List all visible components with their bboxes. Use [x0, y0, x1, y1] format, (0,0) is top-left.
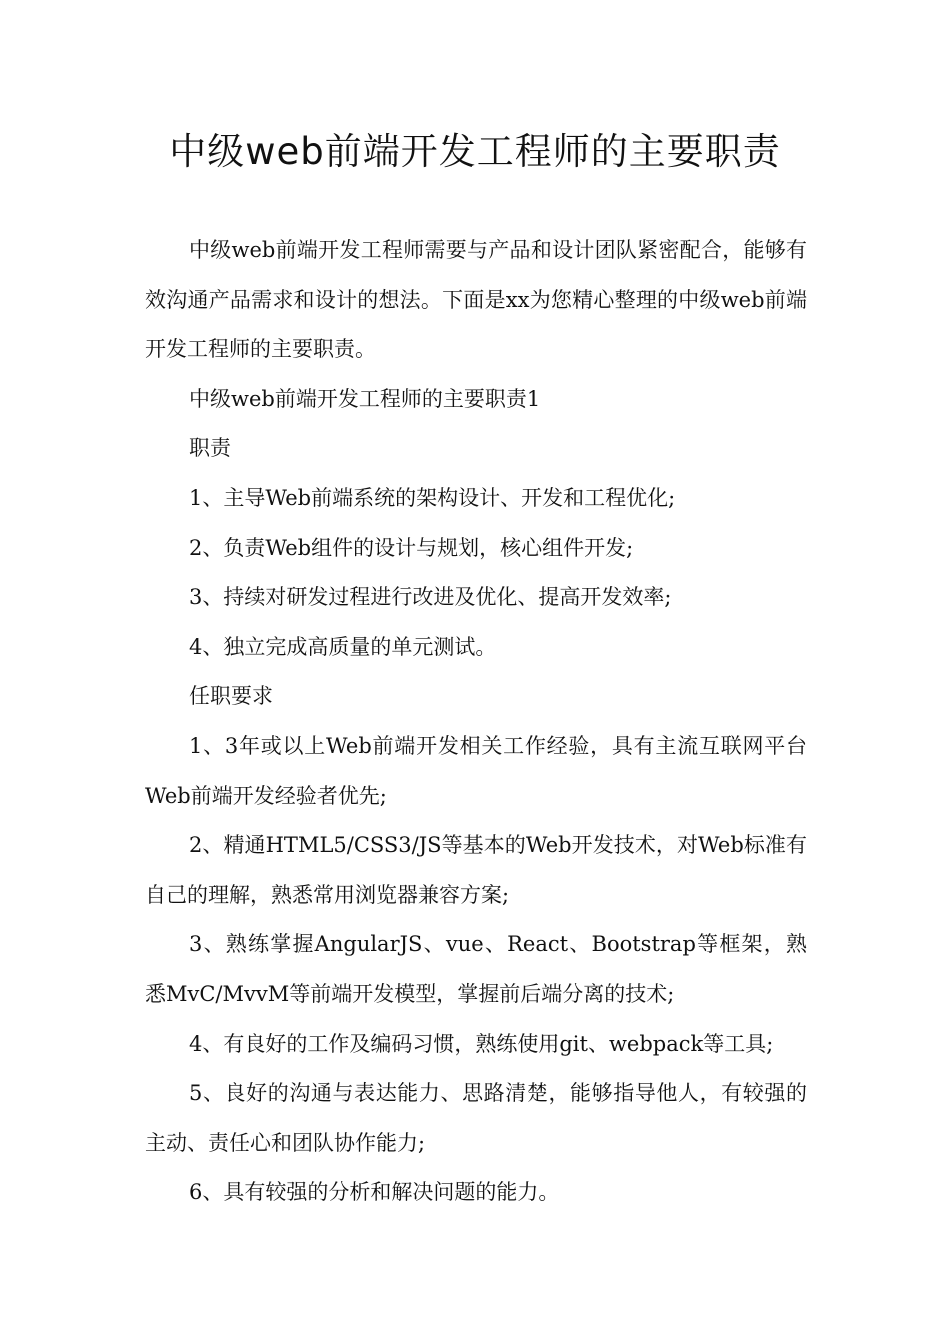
document-title: 中级web前端开发工程师的主要职责 — [169, 130, 781, 173]
subheading-duties: 职责 — [189, 436, 231, 461]
document-body — [145, 226, 807, 1218]
duty-item: 4、独立完成高质量的单元测试。 — [189, 634, 497, 659]
requirement-item: 6、具有较强的分析和解决问题的能力。 — [189, 1180, 560, 1205]
duty-item: 2、负责Web组件的设计与规划，核心组件开发; — [189, 535, 634, 560]
subheading-requirements: 任职要求 — [189, 684, 273, 709]
intro-paragraph: 中级web前端开发工程师需要与产品和设计团队紧密配合，能够有效沟通产品需求和设计的想法。下面是xx为您精心整理的中级web前端开发工程师的主要职责。 — [145, 238, 807, 362]
requirement-item: 3、熟练掌握AngularJS、vue、React、Bootstrap等框架，熟悉MvC/MvvM等前端开发模型，掌握前后端分离的技术; — [145, 932, 807, 1006]
requirement-item: 1、3年或以上Web前端开发相关工作经验，具有主流互联网平台Web前端开发经验者优先; — [145, 733, 807, 808]
duty-item: 3、持续对研发过程进行改进及优化、提高开发效率; — [189, 585, 672, 610]
duty-item: 1、主导Web前端系统的架构设计、开发和工程优化; — [189, 485, 676, 510]
requirement-item: 4、有良好的工作及编码习惯，熟练使用git、webpack等工具; — [189, 1031, 774, 1056]
requirement-item: 2、精通HTML5/CSS3/JS等基本的Web开发技术，对Web标准有自己的理解，熟悉常用浏览器兼容方案; — [145, 833, 807, 907]
section-heading: 中级web前端开发工程师的主要职责1 — [189, 386, 541, 411]
requirement-item: 5、良好的沟通与表达能力、思路清楚，能够指导他人，有较强的主动、责任心和团队协作能力; — [145, 1081, 807, 1155]
